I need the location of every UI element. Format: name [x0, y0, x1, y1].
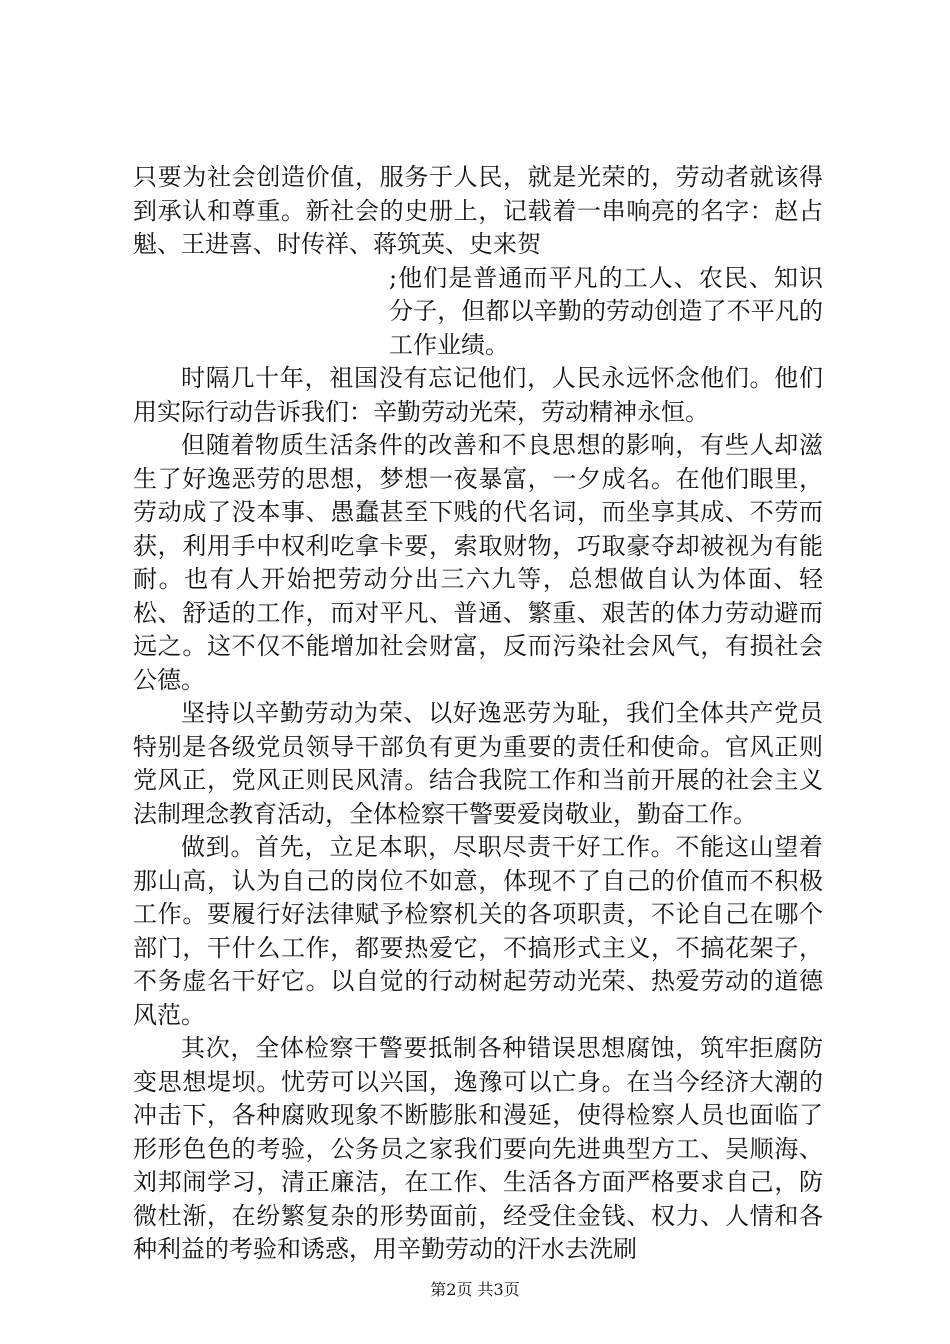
paragraph-7: 其次，全体检察干警要抵制各种错误思想腐蚀，筑牢拒腐防变思想堤坝。忧劳可以兴国，逸豫可以亡身。在当今经济大潮的冲击下，各种腐败现象不断膨胀和漫延，使得检察人员也面临了形形色色的考验，公务员之家我们要向先进典型方工、吴顺海、刘邦闹学习，清正廉洁，在工作、生活各方面严格要求自己，防微杜渐，在纷繁复杂的形势面前，经受住金钱、权力、人情和各种利益的考验和诱惑，用辛勤劳动的汗水去洗刷	[133, 1034, 823, 1263]
page-footer: 第2页 共3页	[430, 1280, 520, 1299]
paragraph-4: 但随着物质生活条件的改善和不良思想的影响，有些人却滋生了好逸恶劳的思想，梦想一夜暴富，一夕成名。在他们眼里，劳动成了没本事、愚蠢甚至下贱的代名词，而坐享其成、不劳而获，利用手中权利吃拿卡要，索取财物，巧取豪夺却被视为有能耐。也有人开始把劳动分出三六九等，总想做自认为体面、轻松、舒适的工作，而对平凡、普通、繁重、艰苦的体力劳动避而远之。这不仅不能增加社会财富，反而污染社会风气，有损社会公德。	[133, 431, 823, 694]
paragraph-5: 坚持以辛勤劳动为荣、以好逸恶劳为耻，我们全体共产党员特别是各级党员领导干部负有更为重要的责任和使命。官风正则党风正，党风正则民风清。结合我院工作和当前开展的社会主义法制理念教育活动，全体检察干警要爱岗敬业，勤奋工作。	[133, 699, 823, 828]
paragraph-2: ;他们是普通而平凡的工人、农民、知识分子，但都以辛勤的劳动创造了不平凡的工作业绩。	[389, 263, 823, 359]
paragraph-1: 只要为社会创造价值，服务于人民，就是光荣的，劳动者就该得到承认和尊重。新社会的史册上，记载着一串响亮的名字：赵占魁、王进喜、时传祥、蒋筑英、史来贺	[133, 163, 823, 258]
paragraph-6: 做到。首先，立足本职，尽职尽责干好工作。不能这山望着那山高，认为自己的岗位不如意，体现不了自己的价值而不积极工作。要履行好法律赋予检察机关的各项职责，不论自己在哪个部门，干什么工作，都要热爱它，不搞形式主义，不搞花架子，不务虚名干好它。以自觉的行动树起劳动光荣、热爱劳动的道德风范。	[133, 833, 823, 1029]
document-body	[133, 161, 823, 1267]
paragraph-3: 时隔几十年，祖国没有忘记他们，人民永远怀念他们。他们用实际行动告诉我们：辛勤劳动光荣，劳动精神永恒。	[133, 364, 823, 426]
